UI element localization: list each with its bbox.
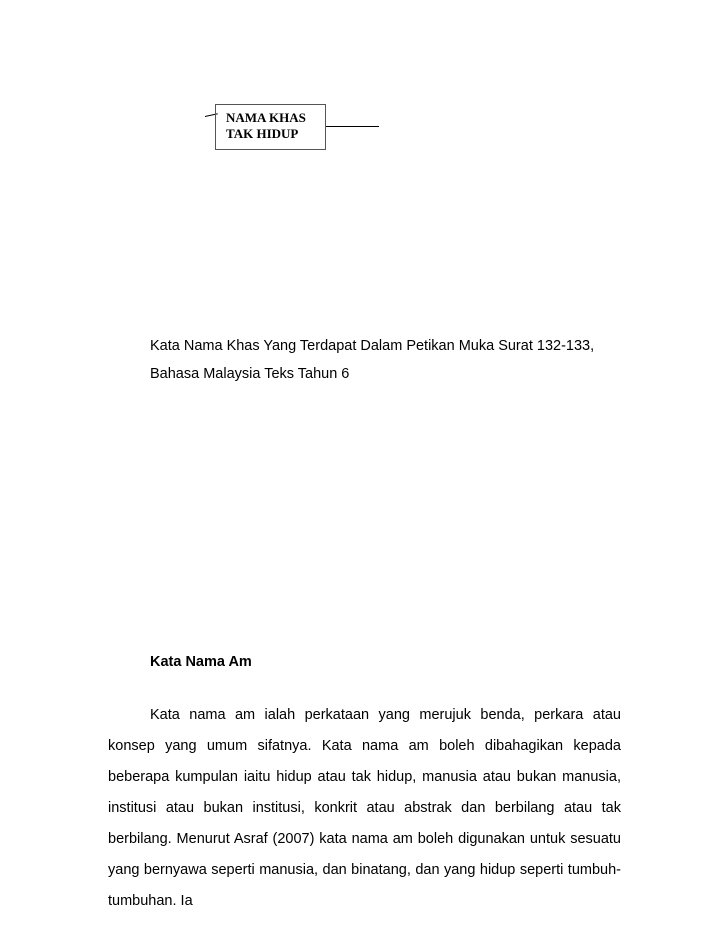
diagram-box-nama-khas-tak-hidup (215, 104, 326, 150)
figure-caption (150, 332, 594, 388)
caption-line2: Bahasa Malaysia Teks Tahun 6 (150, 366, 350, 382)
section-heading: Kata Nama Am (150, 654, 252, 670)
diagram-connector-right (326, 126, 379, 127)
caption-line1: Kata Nama Khas Yang Terdapat Dalam Petikan Muka Surat 132-133, (150, 338, 595, 354)
section-paragraph: Kata nama am ialah perkataan yang merujuk benda, perkara atau konsep yang umum sifatnya. Kata nama am boleh dibahagikan kepada beberapa kumpulan iaitu hidup atau tak hidup, manusia atau bukan manusia, institusi atau bukan institusi, konkrit atau abstrak dan berbilang atau tak berbilang. Menurut Asraf (2007) kata nama am boleh digunakan untuk sesuatu yang bernyawa seperti manusia, dan binatang, dan yang hidup seperti tumbuh-tumbuhan. Ia (108, 707, 621, 909)
diagram-box-line1: NAMA KHAS (226, 110, 306, 125)
diagram-box-line2: TAK HIDUP (226, 126, 299, 141)
